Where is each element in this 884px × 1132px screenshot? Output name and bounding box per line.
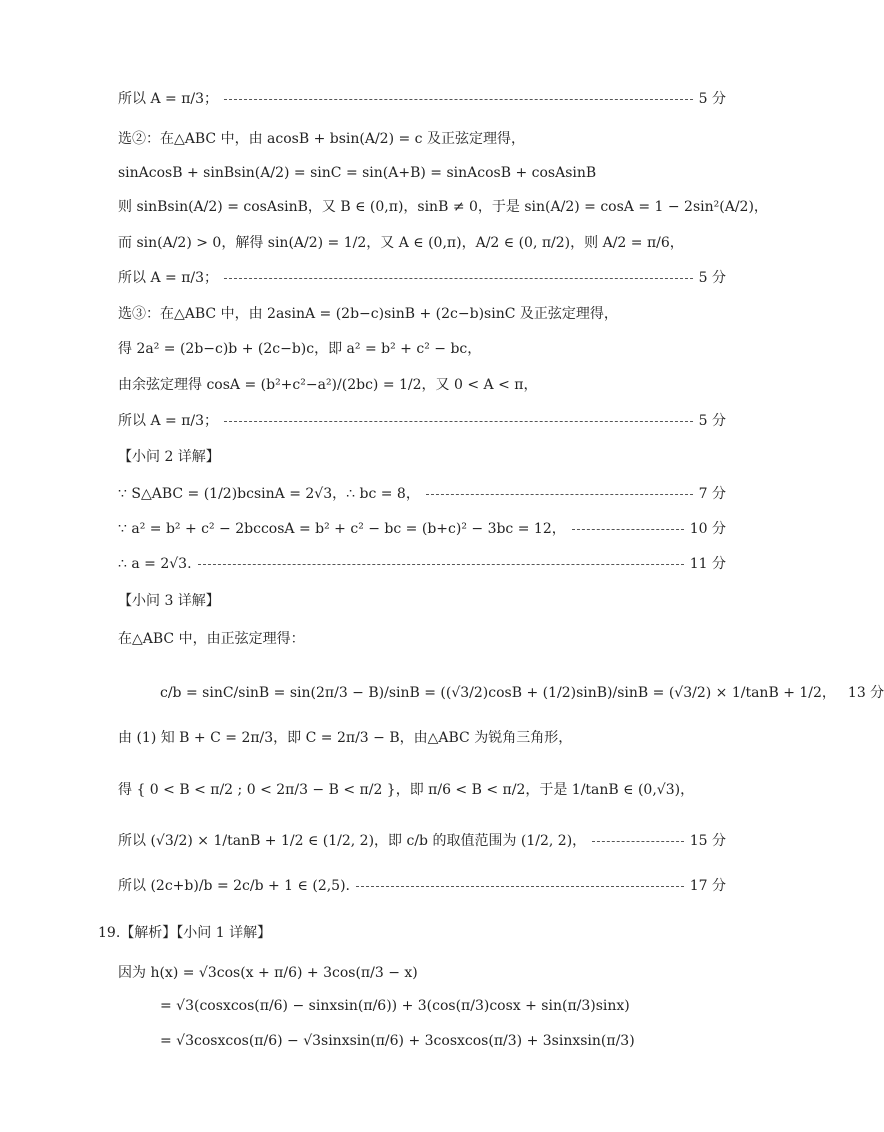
section-heading-q3 (118, 594, 726, 608)
line-q2-area (118, 487, 726, 501)
line-q2-result (118, 557, 726, 571)
line-choice-2-intro (118, 132, 726, 146)
line-text: 则 sinBsin(A/2) = cosAsinB，又 B ∈ (0,π)，sinB ≠ 0，于是 sin(A/2) = cosA = 1 − 2sin²(A/2)， (118, 199, 768, 215)
line-19-def (118, 966, 726, 980)
score-label: 10 分 (689, 521, 726, 537)
line-text: 所以 A = π/3； (118, 270, 219, 286)
score-label: 17 分 (689, 878, 726, 894)
score-label: 7 分 (698, 486, 726, 502)
line-text: ∴ a = 2√3. (118, 556, 192, 572)
section-heading-q2 (118, 450, 726, 464)
line-choice-3-eq1 (118, 342, 726, 356)
line-choice-2-eq2 (118, 199, 768, 215)
line-19-expand-1 (160, 999, 726, 1013)
line-text: 得 2a² = (2b−c)b + (2c−b)c，即 a² = b² + c² − bc， (118, 341, 482, 357)
leader-dots (592, 841, 684, 842)
line-text: 由余弦定理得 cosA = (b²+c²−a²)/(2bc) = 1/2，又 0 < A < π， (118, 377, 538, 393)
leader-dots (224, 278, 693, 279)
leader-dots (572, 529, 684, 530)
line-conclusion-1 (118, 92, 726, 106)
line-q3-final (118, 879, 726, 893)
line-text: sinAcosB + sinBsin(A/2) = sinC = sin(A+B) = sinAcosB + cosAsinB (118, 165, 597, 181)
line-text: ∵ a² = b² + c² − 2bccosA = b² + c² − bc = (b+c)² − 3bc = 12， (118, 521, 566, 537)
line-q3-ratio (160, 685, 884, 701)
line-q2-cosine (118, 522, 726, 536)
line-text: ∵ S△ABC = (1/2)bcsinA = 2√3，∴ bc = 8， (118, 486, 420, 502)
line-choice-3-intro (118, 307, 726, 321)
line-text: 因为 h(x) = √3cos(x + π/6) + 3cos(π/3 − x) (118, 965, 418, 981)
line-text: 选②：在△ABC 中，由 acosB + bsin(A/2) = c 及正弦定理得， (118, 131, 525, 147)
leader-dots (356, 886, 684, 887)
line-text: 所以 (2c+b)/b = 2c/b + 1 ∈ (2,5). (118, 878, 350, 894)
leader-dots (198, 564, 684, 565)
section-title: 19.【解析】【小问 1 详解】 (98, 925, 272, 941)
score-label: 5 分 (698, 270, 726, 286)
line-choice-3-eq2 (118, 378, 726, 392)
leader-dots (224, 421, 693, 422)
score-label: 11 分 (689, 556, 726, 572)
line-text: 而 sin(A/2) > 0，解得 sin(A/2) = 1/2，又 A ∈ (0,π)，A/2 ∈ (0, π/2)，则 A/2 = π/6， (118, 235, 684, 251)
section-title: 【小问 3 详解】 (118, 593, 220, 609)
section-title: 【小问 2 详解】 (118, 449, 220, 465)
line-19-expand-2 (160, 1034, 726, 1048)
line-text: 所以 A = π/3； (118, 91, 219, 107)
line-text: c/b = sinC/sinB = sin(2π/3 − B)/sinB = ((√3/2)cosB + (1/2)sinB)/sinB = (√3/2) × 1/tanB + 1/2， (160, 685, 836, 701)
line-q3-system (118, 783, 726, 797)
line-choice-2-eq1 (118, 166, 726, 180)
line-text: 所以 A = π/3； (118, 413, 219, 429)
line-text: = √3(cosxcos(π/6) − sinxsin(π/6)) + 3(cos(π/3)cosx + sin(π/3)sinx) (160, 998, 630, 1014)
leader-dots (426, 494, 693, 495)
line-conclusion-3 (118, 414, 726, 428)
leader-dots (224, 99, 693, 100)
line-text: 选③：在△ABC 中，由 2asinA = (2b−c)sinB + (2c−b)sinC 及正弦定理得， (118, 306, 618, 322)
line-text: 在△ABC 中，由正弦定理得： (118, 631, 305, 647)
line-choice-2-eq3 (118, 236, 726, 250)
line-text: = √3cosxcos(π/6) − √3sinxsin(π/6) + 3cosxcos(π/3) + 3sinxsin(π/3) (160, 1033, 635, 1049)
line-q3-intro (118, 632, 726, 646)
line-q3-angle-sum (118, 731, 726, 745)
score-label: 5 分 (698, 91, 726, 107)
score-label: 5 分 (698, 413, 726, 429)
line-text: 所以 (√3/2) × 1/tanB + 1/2 ∈ (1/2, 2)，即 c/b 的取值范围为 (1/2, 2)， (118, 833, 587, 849)
section-heading-19 (98, 926, 726, 940)
line-conclusion-2 (118, 271, 726, 285)
score-label: 13 分 (847, 685, 884, 701)
line-text: 由 (1) 知 B + C = 2π/3，即 C = 2π/3 − B，由△ABC 为锐角三角形， (118, 730, 573, 746)
score-label: 15 分 (689, 833, 726, 849)
line-q3-range (118, 834, 726, 848)
line-text: 得 { 0 < B < π/2 ; 0 < 2π/3 − B < π/2 }，即 π/6 < B < π/2，于是 1/tanB ∈ (0,√3)， (118, 782, 695, 798)
